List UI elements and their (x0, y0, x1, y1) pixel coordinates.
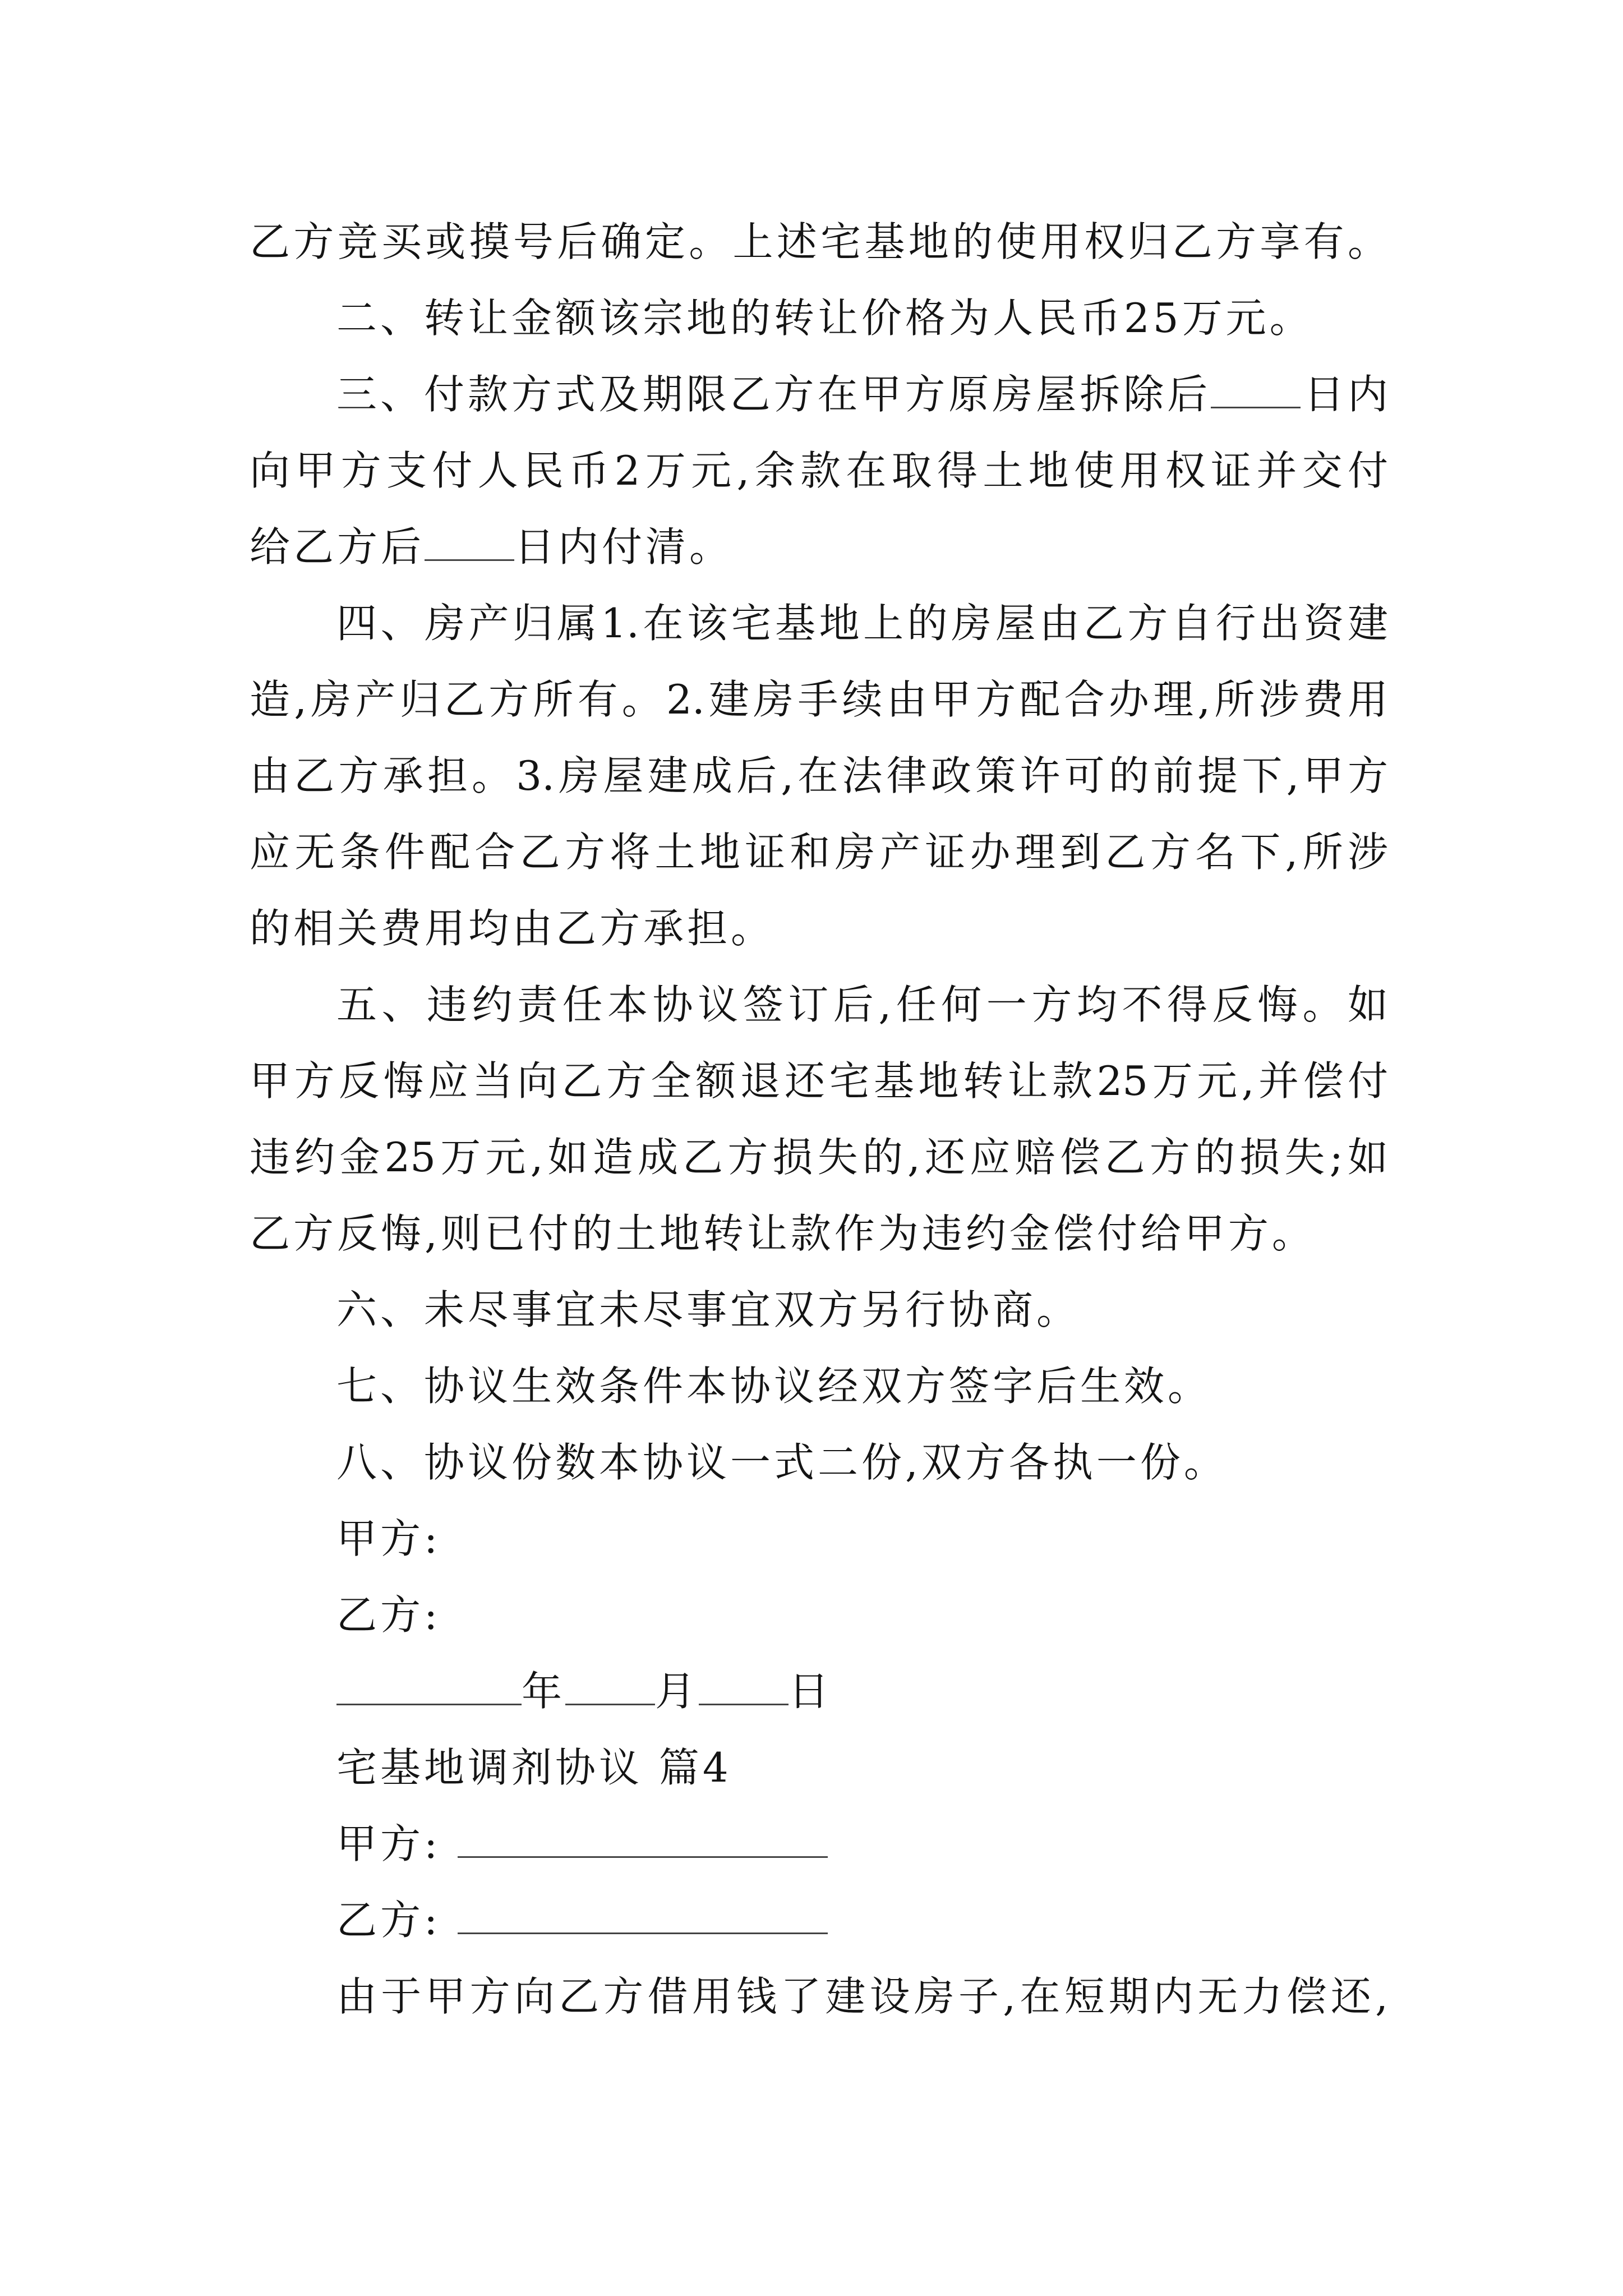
clause-5-breach-liability: 五、违约责任本协议签订后,任何一方均不得反悔。如 (336, 981, 1388, 1028)
blank-year-field (336, 1669, 522, 1705)
party-a-blank-field (458, 1821, 828, 1858)
paragraph-line: 违约金25万元,如造成乙方损失的,还应赔偿乙方的损失;如 (250, 1134, 1388, 1181)
paragraph-line: 乙方反悔,则已付的土地转让款作为违约金偿付给甲方。 (250, 1210, 1316, 1257)
text-segment: 给乙方后 (250, 523, 425, 570)
clause-3-payment-line-1 (336, 367, 1388, 421)
party-a-line (336, 1817, 828, 1871)
signing-date-line (336, 1664, 832, 1718)
paragraph-line: 由乙方承担。3.房屋建成后,在法律政策许可的前提下,甲方 (250, 752, 1388, 799)
blank-days-field (425, 524, 514, 561)
party-a-label: 甲方: (336, 1820, 441, 1867)
clause-3-text: 三、付款方式及期限乙方在甲方原房屋拆除后 (336, 371, 1211, 418)
agreement-body-start: 由于甲方向乙方借用钱了建设房子,在短期内无力偿还, (336, 1973, 1388, 2020)
clause-8-copies: 八、协议份数本协议一式二份,双方各执一份。 (336, 1439, 1228, 1486)
party-b-line (336, 1893, 828, 1947)
paragraph-line: 的相关费用均由乙方承担。 (250, 905, 775, 952)
blank-month-field (565, 1669, 655, 1705)
paragraph-line (250, 520, 733, 574)
month-label: 月 (655, 1668, 699, 1715)
paragraph-line: 造,房产归乙方所有。2.建房手续由甲方配合办理,所涉费用 (250, 676, 1388, 723)
paragraph-line: 甲方反悔应当向乙方全额退还宅基地转让款25万元,并偿付 (250, 1057, 1388, 1105)
blank-days-field (1211, 372, 1301, 408)
clause-7-effective-conditions: 七、协议生效条件本协议经双方签字后生效。 (336, 1363, 1212, 1410)
blank-day-field (699, 1669, 789, 1705)
year-label: 年 (522, 1668, 566, 1715)
party-b-signature-label: 乙方: (336, 1591, 441, 1639)
day-label: 日 (789, 1668, 833, 1715)
clause-6-other-matters: 六、未尽事宜未尽事宜双方另行协商。 (336, 1286, 1081, 1333)
paragraph-line: 向甲方支付人民币2万元,余款在取得土地使用权证并交付 (250, 447, 1388, 494)
clause-3-text-end: 日内 (1301, 371, 1388, 418)
paragraph-line: 乙方竞买或摸号后确定。上述宅基地的使用权归乙方享有。 (250, 218, 1388, 265)
party-b-label: 乙方: (336, 1897, 441, 1944)
clause-2-transfer-amount: 二、转让金额该宗地的转让价格为人民币25万元。 (336, 295, 1313, 342)
paragraph-line: 应无条件配合乙方将土地证和房产证办理到乙方名下,所涉 (250, 829, 1388, 876)
text-segment: 日内付清。 (514, 523, 734, 570)
section-heading: 宅基地调剂协议 篇4 (336, 1744, 732, 1791)
clause-4-property-ownership: 四、房产归属1.在该宅基地上的房屋由乙方自行出资建 (336, 600, 1388, 647)
party-b-blank-field (458, 1898, 828, 1934)
party-a-signature-label: 甲方: (336, 1515, 441, 1562)
